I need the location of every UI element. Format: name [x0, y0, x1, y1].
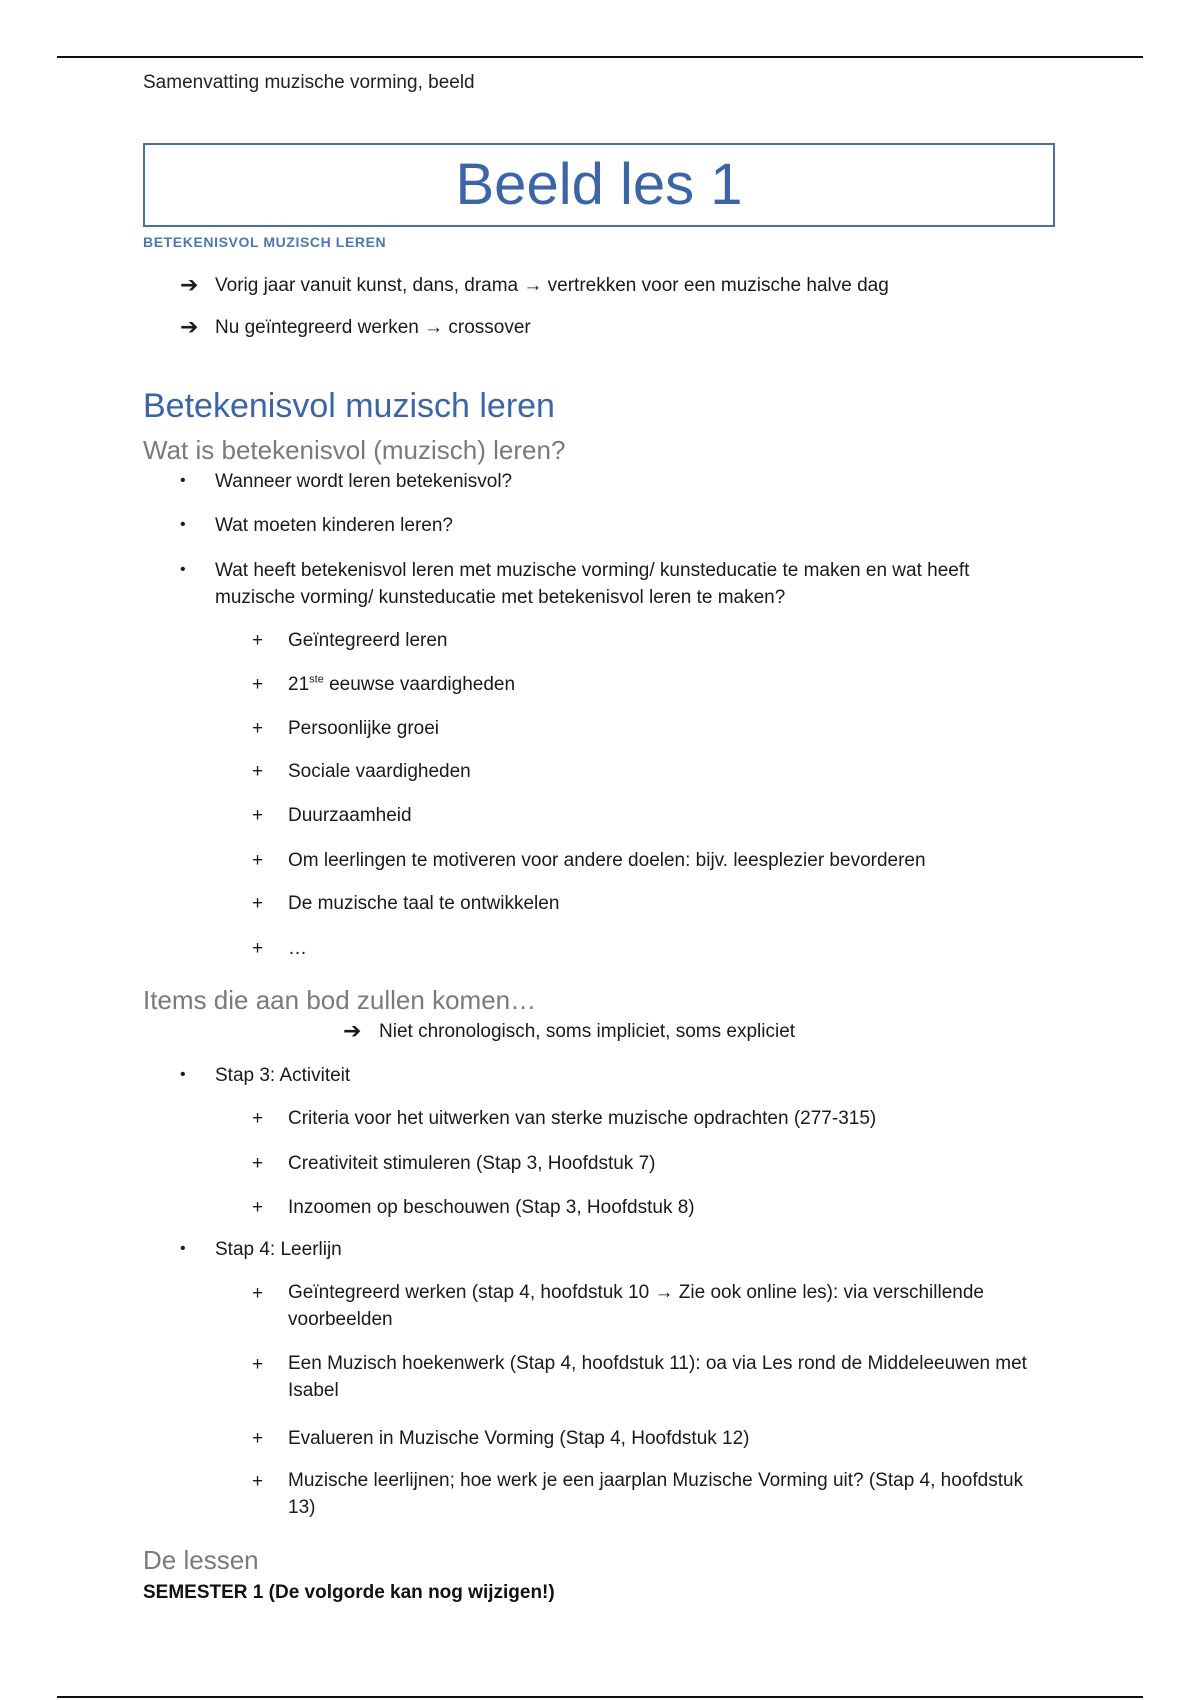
- bullet-icon: •: [180, 561, 186, 578]
- answer-item: Persoonlijke groei: [288, 718, 440, 739]
- arrow-icon: ➔: [180, 272, 199, 297]
- step-item: Een Muzisch hoekenwerk (Stap 4, hoofdstuk 11): oa via Les rond de Middeleeuwen met Isabel: [288, 1353, 1027, 1401]
- title-caption: BETEKENISVOL MUZISCH LEREN: [143, 234, 387, 250]
- plus-icon: +: [252, 1197, 264, 1218]
- plus-icon: +: [252, 1354, 264, 1375]
- answer-item: De muzische taal te ontwikkelen: [288, 893, 560, 914]
- plus-icon: +: [252, 805, 264, 826]
- title-box: [143, 143, 1055, 227]
- intro-line: Vorig jaar vanuit kunst, dans, drama → vertrekken voor een muzische halve dag: [215, 275, 889, 296]
- step-item: Evalueren in Muzische Vorming (Stap 4, Hoofdstuk 12): [288, 1428, 750, 1449]
- plus-icon: +: [252, 1471, 264, 1492]
- plus-icon: +: [252, 850, 264, 871]
- plus-icon: +: [252, 1428, 264, 1449]
- plus-icon: +: [252, 938, 264, 959]
- answer-item: Duurzaamheid: [288, 805, 412, 826]
- answer-item: …: [288, 938, 307, 959]
- plus-icon: +: [252, 718, 264, 739]
- plus-icon: +: [252, 630, 264, 651]
- subheading: Items die aan bod zullen komen…: [143, 985, 537, 1015]
- plus-icon: +: [252, 1108, 264, 1129]
- header-rule: [57, 56, 1143, 58]
- bullet-icon: •: [180, 1240, 186, 1257]
- step-item: Inzoomen op beschouwen (Stap 3, Hoofdstuk 8): [288, 1197, 695, 1218]
- step-item: Creativiteit stimuleren (Stap 3, Hoofdstuk 7): [288, 1153, 656, 1174]
- bullet-icon: •: [180, 472, 186, 489]
- question-item: Wat heeft betekenisvol leren met muzische vorming/ kunsteducatie te maken en wat heeft muzische vorming/ kunsteducatie met betekenisvol leren te maken?: [215, 560, 970, 608]
- footer-rule: [57, 1696, 1143, 1698]
- step-item: Geïntegreerd werken (stap 4, hoofdstuk 10 → Zie ook online les): via verschillende voorbeelden: [288, 1282, 984, 1330]
- bullet-icon: •: [180, 1066, 186, 1083]
- running-header: Samenvatting muzische vorming, beeld: [143, 72, 475, 93]
- step-label: Stap 4: Leerlijn: [215, 1239, 342, 1260]
- answer-text: eeuwse vaardigheden: [323, 674, 516, 695]
- ordinal-number: 21: [288, 674, 310, 695]
- answer-item: Om leerlingen te motiveren voor andere doelen: bijv. leesplezier bevorderen: [288, 850, 926, 871]
- question-item: Wat moeten kinderen leren?: [215, 515, 453, 536]
- subheading: De lessen: [143, 1545, 259, 1575]
- section-heading: Betekenisvol muzisch leren: [143, 387, 555, 425]
- bullet-icon: •: [180, 516, 186, 533]
- plus-icon: +: [252, 1153, 264, 1174]
- answer-item: [288, 674, 515, 696]
- step-label: Stap 3: Activiteit: [215, 1065, 351, 1086]
- page-title: Beeld les 1: [455, 152, 743, 217]
- arrow-icon: ➔: [180, 314, 199, 339]
- plus-icon: +: [252, 893, 264, 914]
- question-item: Wanneer wordt leren betekenisvol?: [215, 471, 513, 492]
- step-item: Criteria voor het uitwerken van sterke muzische opdrachten (277-315): [288, 1108, 877, 1129]
- arrow-icon: ➔: [343, 1018, 362, 1043]
- plus-icon: +: [252, 761, 264, 782]
- answer-item: Sociale vaardigheden: [288, 761, 471, 782]
- plus-icon: +: [252, 674, 264, 695]
- plus-icon: +: [252, 1283, 264, 1304]
- step-item: Muzische leerlijnen; hoe werk je een jaarplan Muzische Vorming uit? (Stap 4, hoofdstuk 13): [288, 1470, 1024, 1518]
- answer-item: Geïntegreerd leren: [288, 630, 448, 651]
- semester-label: SEMESTER 1 (De volgorde kan nog wijzigen!): [143, 1582, 555, 1603]
- ordinal-suffix: ste: [309, 673, 324, 686]
- subheading: Wat is betekenisvol (muzisch) leren?: [143, 435, 566, 465]
- note-line: Niet chronologisch, soms impliciet, soms expliciet: [379, 1021, 796, 1042]
- intro-line: Nu geïntegreerd werken → crossover: [215, 317, 531, 338]
